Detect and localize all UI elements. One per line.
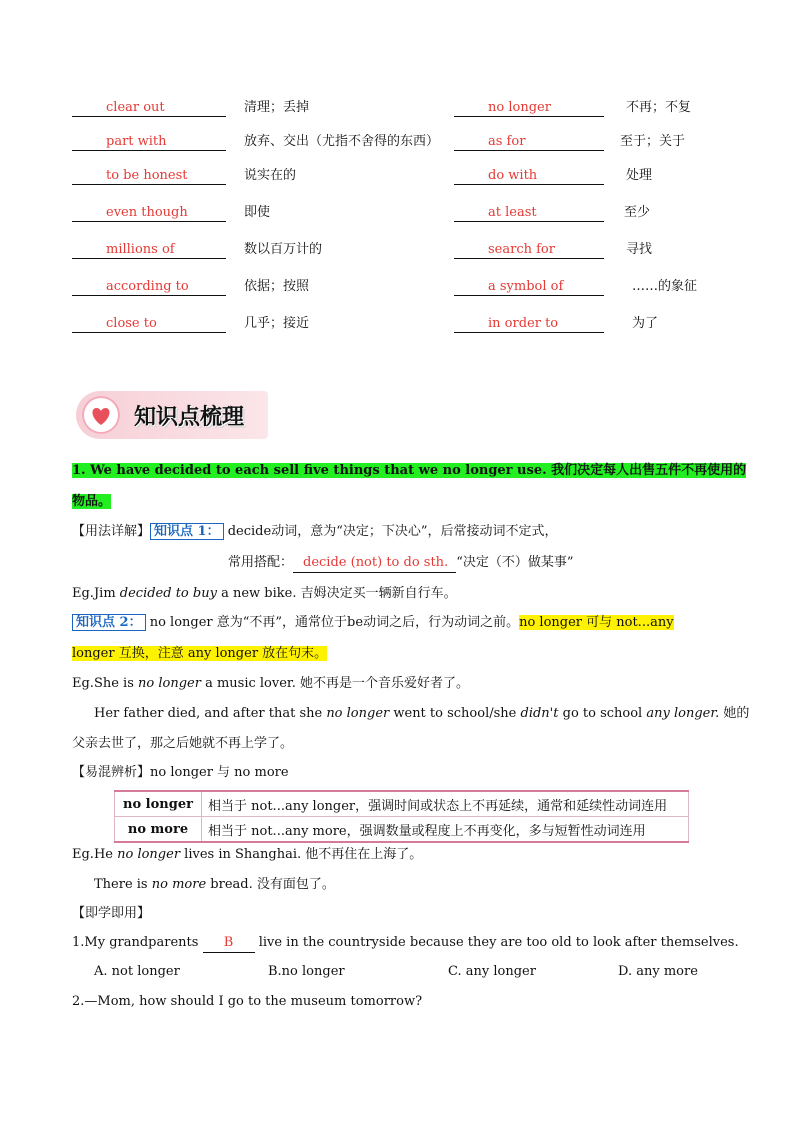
collocation-value: decide (not) to do sth. [293, 554, 456, 573]
vocab-left-meaning: 数以百万计的 [244, 242, 323, 257]
q1-option-a[interactable]: A. not longer [94, 964, 180, 979]
vocab-right-meaning: 不再；不复 [626, 100, 692, 115]
kp2-badge: 知识点 2： [72, 614, 146, 631]
example-1: Eg.Jim decided to buy a new bike. 吉姆决定买一辆新自行车。 [72, 586, 457, 601]
vocab-right-phrase: do with [454, 168, 604, 185]
vocab-left-phrase: part with [72, 134, 226, 151]
vocab-left-phrase: according to [72, 279, 226, 296]
vocab-right-phrase: at least [454, 205, 604, 222]
vocab-right-meaning: 寻找 [626, 242, 653, 257]
vocab-left-phrase: even though [72, 205, 226, 222]
example-4: Eg.He no longer lives in Shanghai. 他不再住在上海了。 [72, 847, 423, 862]
vocab-right-phrase: search for [454, 242, 604, 259]
vocab-left-meaning: 放弃、交出（尤指不舍得的东西） [244, 134, 440, 149]
kp1-text: decide动词，意为“决定；下决心”，后常接动词不定式， [223, 524, 558, 539]
vocab-right-phrase: no longer [454, 100, 604, 117]
q1-answer: B [203, 934, 255, 953]
example-2: Eg.She is no longer a music lover. 她不再是一个音乐爱好者了。 [72, 676, 469, 691]
vocab-left-phrase: to be honest [72, 168, 226, 185]
kp1-badge: 知识点 1： [150, 523, 224, 540]
vocab-left-meaning: 依据；按照 [244, 279, 310, 294]
vocab-right-meaning: ……的象征 [632, 279, 698, 294]
vocab-right-phrase: as for [454, 134, 604, 151]
compare-table [114, 790, 689, 843]
table-row: no more 相当于 not...any more，强调数量或程度上不再变化，多与短暂性动词连用 [115, 817, 689, 843]
vocab-right-meaning: 为了 [632, 316, 659, 331]
vocab-left-meaning: 几乎；接近 [244, 316, 310, 331]
heart-icon [82, 396, 120, 434]
example-5: There is no more bread. 没有面包了。 [94, 877, 335, 892]
sentence-1: 1. We have decided to each sell five things that we no longer use. 我们决定每人出售五件不再使用的 [72, 463, 747, 478]
example-3-cont: 父亲去世了，那之后她就不再上学了。 [72, 736, 294, 751]
example-3: Her father died, and after that she no longer went to school/she didn't go to school any longer. 她的 [94, 706, 750, 721]
usage-label: 【用法详解】 [72, 524, 151, 539]
vocab-left-meaning: 清理；丢掉 [244, 100, 310, 115]
vocab-right-phrase: in order to [454, 316, 604, 333]
question-2: 2.—Mom, how should I go to the museum tomorrow? [72, 994, 423, 1009]
vocab-left-phrase: millions of [72, 242, 226, 259]
vocab-left-meaning: 即使 [244, 205, 271, 220]
confuse-label: 【易混辨析】no longer 与 no more [72, 765, 289, 780]
question-1: 1.My grandparents B live in the countryside because they are too old to look after themselves. [72, 934, 739, 953]
vocab-right-meaning: 至于；关于 [620, 134, 686, 149]
kp1-line [72, 523, 558, 541]
table-row: no longer 相当于 not...any longer，强调时间或状态上不再延续，通常和延续性动词连用 [115, 791, 689, 817]
q1-option-d[interactable]: D. any more [618, 964, 698, 979]
section-banner [76, 391, 268, 439]
vocab-right-meaning: 至少 [624, 205, 651, 220]
vocab-left-phrase: clear out [72, 100, 226, 117]
section-title: 知识点梳理 [134, 405, 245, 430]
kp2-line: 知识点 2： no longer 意为“不再”，通常位于be动词之后，行为动词之前。no longer 可与 not...any [72, 614, 674, 632]
kp2-line-2: longer 互换，注意 any longer 放在句末。 [72, 646, 328, 661]
vocab-left-meaning: 说实在的 [244, 168, 297, 183]
vocab-right-phrase: a symbol of [454, 279, 604, 296]
collocation-line: 常用搭配： decide (not) to do sth. “决定（不）做某事” [228, 554, 573, 573]
vocab-left-phrase: close to [72, 316, 226, 333]
vocab-right-meaning: 处理 [626, 168, 653, 183]
sentence-1-cont: 物品。 [72, 494, 112, 509]
practice-label: 【即学即用】 [72, 906, 151, 921]
q1-option-b[interactable]: B.no longer [268, 964, 345, 979]
q1-option-c[interactable]: C. any longer [448, 964, 536, 979]
